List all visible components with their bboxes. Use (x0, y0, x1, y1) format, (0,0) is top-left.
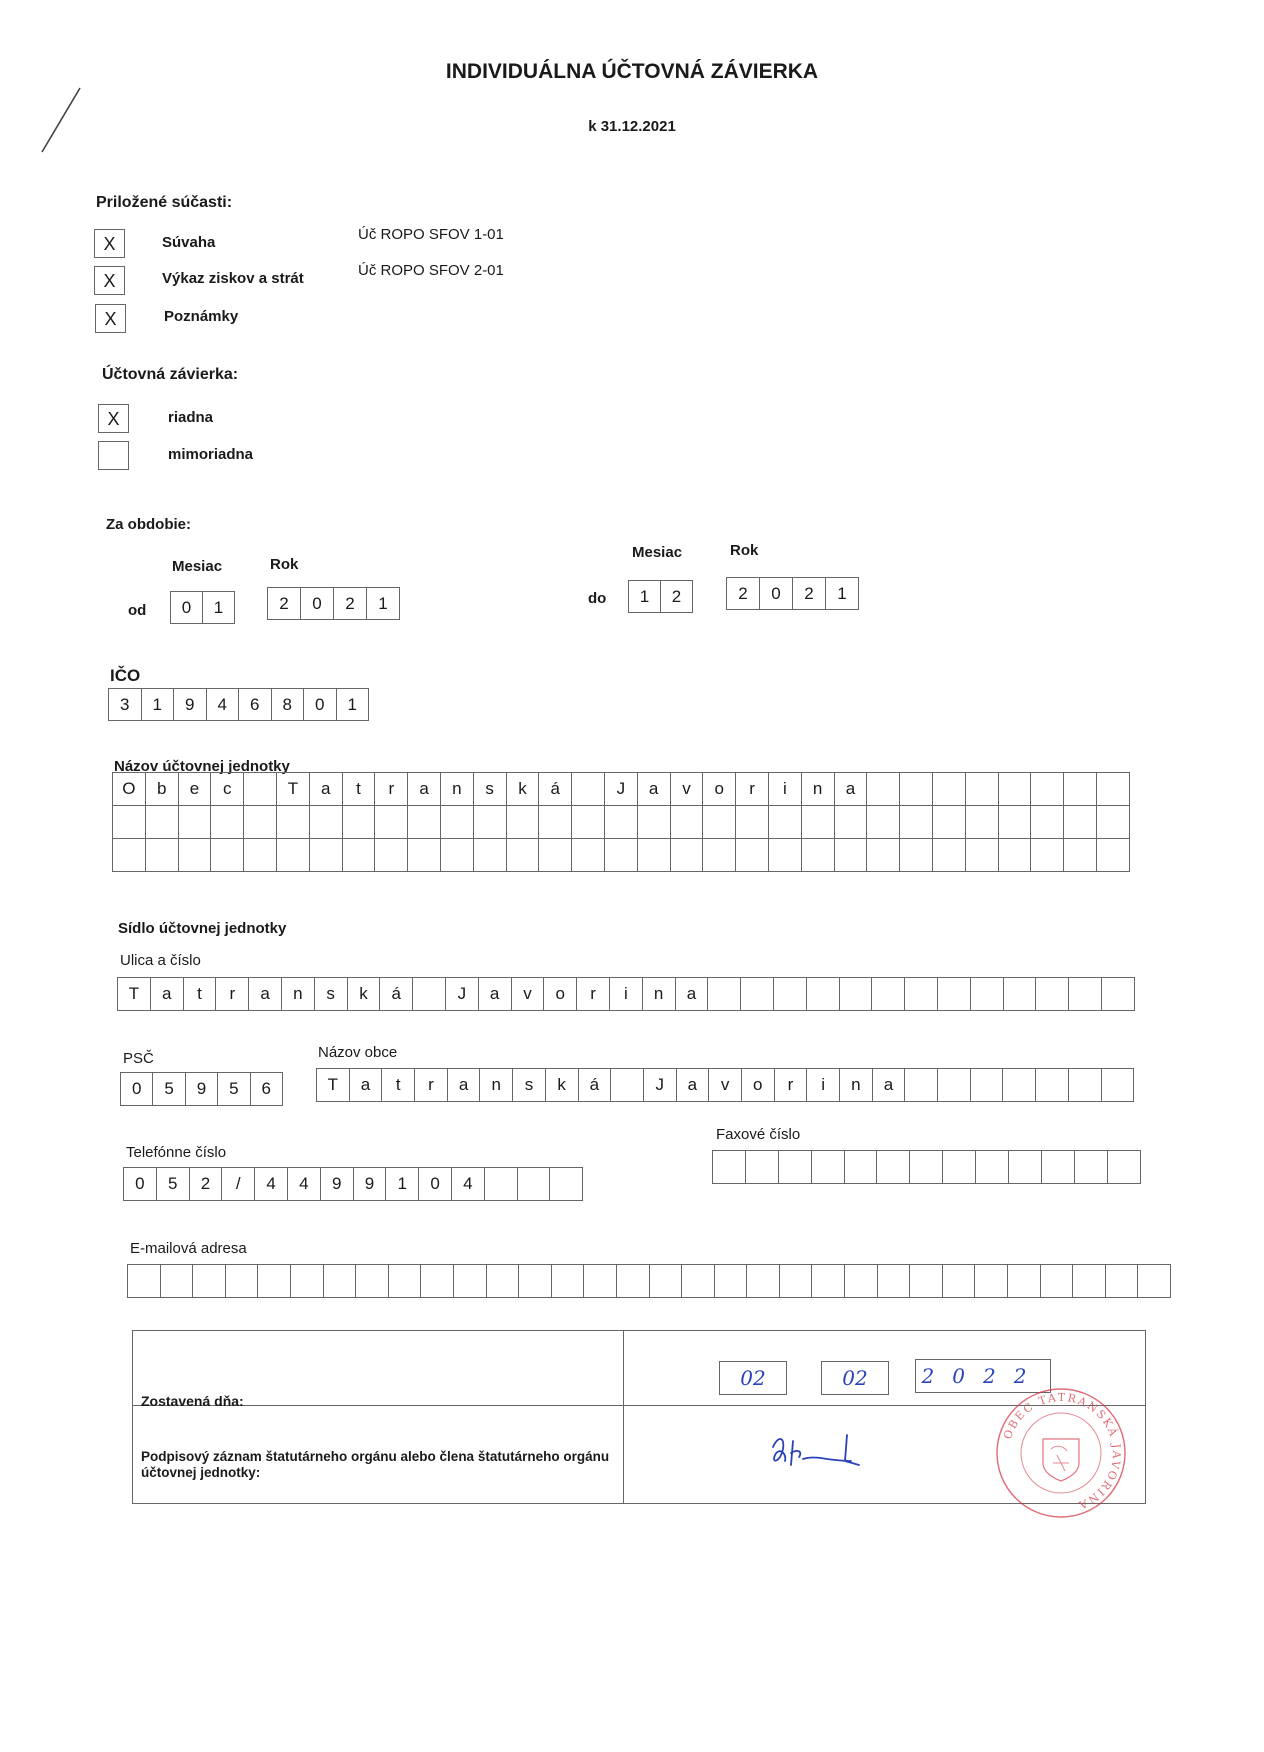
char-cell[interactable] (638, 806, 671, 839)
char-cell[interactable]: 0 (304, 689, 337, 721)
char-cell[interactable] (389, 1265, 422, 1298)
char-cell[interactable]: k (507, 773, 540, 806)
char-cell[interactable] (671, 839, 704, 872)
attachment-checkbox-notes[interactable]: X (95, 304, 126, 333)
char-cell[interactable] (746, 1151, 779, 1184)
char-cell[interactable] (244, 806, 277, 839)
char-cell[interactable] (1042, 1151, 1075, 1184)
char-cell[interactable]: a (835, 773, 868, 806)
closing-checkbox-extraordinary[interactable] (98, 441, 129, 470)
period-from-month-boxes[interactable] (170, 591, 235, 624)
char-cell[interactable]: t (343, 773, 376, 806)
char-cell[interactable] (356, 1265, 389, 1298)
char-cell[interactable] (408, 806, 441, 839)
char-cell[interactable]: 4 (452, 1168, 485, 1201)
char-cell[interactable] (971, 978, 1004, 1011)
compiled-day-box[interactable] (719, 1361, 787, 1395)
char-cell[interactable] (1102, 1069, 1135, 1102)
char-cell[interactable]: a (249, 978, 282, 1011)
char-cell[interactable] (1097, 839, 1130, 872)
char-cell[interactable]: á (539, 773, 572, 806)
char-cell[interactable] (975, 1265, 1008, 1298)
digit-cell[interactable]: 2 (661, 581, 693, 613)
char-cell[interactable] (146, 839, 179, 872)
char-cell[interactable]: 1 (337, 689, 370, 721)
char-cell[interactable] (747, 1265, 780, 1298)
closing-type-heading: Účtovná závierka: (102, 366, 239, 383)
char-cell[interactable] (113, 806, 146, 839)
char-cell[interactable]: k (546, 1069, 579, 1102)
char-cell[interactable]: J (644, 1069, 677, 1102)
char-cell[interactable] (1031, 773, 1064, 806)
phone-boxes[interactable] (123, 1167, 583, 1201)
char-cell[interactable] (802, 839, 835, 872)
char-cell[interactable]: k (348, 978, 381, 1011)
char-cell[interactable] (905, 978, 938, 1011)
period-to-year-label: Rok (730, 542, 759, 559)
char-cell[interactable] (507, 839, 540, 872)
char-cell[interactable] (211, 839, 244, 872)
svg-text:OBEC TATRANSKÁ JAVORINA: OBEC TATRANSKÁ JAVORINA (1000, 1390, 1124, 1513)
char-cell[interactable] (872, 978, 905, 1011)
period-from-year-boxes[interactable] (267, 587, 400, 620)
closing-checkbox-regular[interactable]: X (98, 404, 129, 433)
char-cell[interactable]: 5 (218, 1073, 250, 1106)
char-cell[interactable] (1102, 978, 1135, 1011)
char-cell[interactable] (291, 1265, 324, 1298)
attachments-heading: Priložené súčasti: (96, 194, 233, 211)
char-cell[interactable] (840, 978, 873, 1011)
char-cell[interactable]: 8 (272, 689, 305, 721)
char-cell[interactable]: 4 (207, 689, 240, 721)
char-cell[interactable]: 9 (186, 1073, 218, 1106)
char-cell[interactable] (507, 806, 540, 839)
char-cell[interactable] (845, 1265, 878, 1298)
char-cell[interactable] (999, 806, 1032, 839)
digit-cell[interactable]: 1 (367, 588, 400, 620)
char-cell[interactable]: a (350, 1069, 383, 1102)
char-cell[interactable]: T (118, 978, 151, 1011)
char-cell[interactable]: s (513, 1069, 546, 1102)
char-cell[interactable] (999, 839, 1032, 872)
char-cell[interactable]: r (415, 1069, 448, 1102)
attachment-label-balance-sheet: Súvaha (162, 234, 216, 251)
char-cell[interactable]: t (382, 1069, 415, 1102)
char-cell[interactable]: J (605, 773, 638, 806)
char-cell[interactable] (113, 839, 146, 872)
char-cell[interactable] (611, 1069, 644, 1102)
char-cell[interactable] (867, 806, 900, 839)
char-cell[interactable] (835, 839, 868, 872)
char-cell[interactable] (421, 1265, 454, 1298)
char-cell[interactable]: T (317, 1069, 350, 1102)
char-cell[interactable] (877, 1151, 910, 1184)
char-cell[interactable] (539, 839, 572, 872)
char-cell[interactable] (584, 1265, 617, 1298)
char-cell[interactable] (736, 806, 769, 839)
psc-label: PSČ (123, 1050, 154, 1067)
char-cell[interactable]: o (703, 773, 736, 806)
street-label: Ulica a číslo (120, 952, 201, 969)
char-cell[interactable]: b (146, 773, 179, 806)
char-cell[interactable] (375, 806, 408, 839)
char-cell[interactable] (441, 806, 474, 839)
char-cell[interactable]: á (579, 1069, 612, 1102)
char-cell[interactable] (971, 1069, 1004, 1102)
closing-label-regular: riadna (168, 409, 214, 426)
char-cell[interactable]: r (216, 978, 249, 1011)
char-cell[interactable] (550, 1168, 583, 1201)
char-cell[interactable] (910, 1265, 943, 1298)
table-divider-vertical (623, 1331, 624, 1503)
char-cell[interactable] (193, 1265, 226, 1298)
char-cell[interactable] (454, 1265, 487, 1298)
char-cell[interactable]: a (677, 1069, 710, 1102)
char-cell[interactable] (812, 1151, 845, 1184)
char-cell[interactable] (835, 806, 868, 839)
char-cell[interactable] (769, 806, 802, 839)
document-date: k 31.12.2021 (588, 118, 676, 135)
town-boxes[interactable] (316, 1068, 1134, 1102)
period-to-month-label: Mesiac (632, 544, 683, 561)
char-cell[interactable] (1108, 1151, 1141, 1184)
char-cell[interactable] (933, 806, 966, 839)
char-cell[interactable]: 9 (354, 1168, 387, 1201)
ico-label: IČO (110, 666, 141, 685)
char-cell[interactable] (1041, 1265, 1074, 1298)
char-cell[interactable] (1031, 839, 1064, 872)
char-cell[interactable] (780, 1265, 813, 1298)
char-cell[interactable]: / (222, 1168, 255, 1201)
char-cell[interactable]: 1 (142, 689, 175, 721)
seat-heading: Sídlo účtovnej jednotky (118, 920, 287, 937)
period-from-label: od (128, 602, 147, 619)
attachment-label-income-statement: Výkaz ziskov a strát (162, 270, 304, 287)
char-cell[interactable]: a (873, 1069, 906, 1102)
char-cell[interactable]: 0 (419, 1168, 452, 1201)
char-cell[interactable] (1004, 978, 1037, 1011)
char-cell[interactable] (605, 806, 638, 839)
char-cell[interactable] (807, 978, 840, 1011)
char-cell[interactable] (244, 773, 277, 806)
attachment-code-income-statement: Úč ROPO SFOV 2-01 (358, 262, 504, 279)
char-cell[interactable]: 6 (251, 1073, 283, 1106)
char-cell[interactable] (539, 806, 572, 839)
char-cell[interactable] (161, 1265, 194, 1298)
char-cell[interactable]: 1 (386, 1168, 419, 1201)
char-cell[interactable]: n (802, 773, 835, 806)
char-cell[interactable]: a (448, 1069, 481, 1102)
char-cell[interactable] (310, 839, 343, 872)
char-cell[interactable]: 2 (190, 1168, 223, 1201)
char-cell[interactable] (1036, 978, 1069, 1011)
char-cell[interactable] (933, 773, 966, 806)
char-cell[interactable]: n (282, 978, 315, 1011)
char-cell[interactable] (1097, 773, 1130, 806)
psc-boxes[interactable] (120, 1072, 283, 1106)
digit-cell[interactable]: 0 (301, 588, 334, 620)
compiled-date-label: Zostavená dňa: (141, 1393, 244, 1409)
char-cell[interactable]: O (113, 773, 146, 806)
char-cell[interactable]: 3 (109, 689, 142, 721)
char-cell[interactable] (605, 839, 638, 872)
char-cell[interactable] (1073, 1265, 1106, 1298)
phone-label: Telefónne číslo (126, 1144, 227, 1161)
char-cell[interactable] (474, 839, 507, 872)
digit-cell[interactable]: 0 (171, 592, 203, 624)
char-cell[interactable]: 9 (321, 1168, 354, 1201)
char-cell[interactable]: i (769, 773, 802, 806)
char-cell[interactable] (943, 1265, 976, 1298)
char-cell[interactable] (226, 1265, 259, 1298)
period-from-year-label: Rok (270, 556, 299, 573)
town-label: Názov obce (318, 1044, 398, 1061)
period-from-month-label: Mesiac (172, 558, 223, 575)
compiled-month-box[interactable] (821, 1361, 889, 1395)
char-cell[interactable] (976, 1151, 1009, 1184)
char-cell[interactable] (343, 806, 376, 839)
char-cell[interactable] (258, 1265, 291, 1298)
char-cell[interactable] (179, 806, 212, 839)
char-cell[interactable] (779, 1151, 812, 1184)
char-cell[interactable] (441, 839, 474, 872)
char-cell[interactable] (938, 1069, 971, 1102)
attachment-code-balance-sheet: Úč ROPO SFOV 1-01 (358, 226, 504, 243)
period-to-month-boxes[interactable] (628, 580, 693, 613)
period-to-label: do (588, 590, 607, 607)
char-cell[interactable]: 0 (121, 1073, 153, 1106)
char-cell[interactable] (1075, 1151, 1108, 1184)
char-cell[interactable]: J (446, 978, 479, 1011)
handwritten-signature (763, 1427, 873, 1487)
period-heading: Za obdobie: (106, 516, 191, 533)
char-cell[interactable] (682, 1265, 715, 1298)
char-cell[interactable]: r (775, 1069, 808, 1102)
char-cell[interactable]: 9 (174, 689, 207, 721)
char-cell[interactable] (938, 978, 971, 1011)
char-cell[interactable] (375, 839, 408, 872)
char-cell[interactable] (910, 1151, 943, 1184)
char-cell[interactable] (413, 978, 446, 1011)
period-to-year-boxes[interactable] (726, 577, 859, 610)
char-cell[interactable]: n (441, 773, 474, 806)
digit-cell[interactable]: 2 (268, 588, 301, 620)
char-cell[interactable] (741, 978, 774, 1011)
compiled-month: 02 (842, 1366, 868, 1390)
char-cell[interactable] (966, 806, 999, 839)
char-cell[interactable]: 4 (288, 1168, 321, 1201)
char-cell[interactable]: s (315, 978, 348, 1011)
char-cell[interactable] (900, 773, 933, 806)
char-cell[interactable]: r (736, 773, 769, 806)
char-cell[interactable] (943, 1151, 976, 1184)
char-cell[interactable] (900, 806, 933, 839)
char-cell[interactable] (128, 1265, 161, 1298)
char-cell[interactable] (650, 1265, 683, 1298)
char-cell[interactable] (715, 1265, 748, 1298)
char-cell[interactable] (474, 806, 507, 839)
closing-label-extraordinary: mimoriadna (168, 446, 254, 463)
char-cell[interactable] (736, 839, 769, 872)
char-cell[interactable] (802, 806, 835, 839)
char-cell[interactable]: a (408, 773, 441, 806)
char-cell[interactable] (774, 978, 807, 1011)
char-cell[interactable] (244, 839, 277, 872)
char-cell[interactable] (1097, 806, 1130, 839)
char-cell[interactable] (867, 773, 900, 806)
char-cell[interactable] (1036, 1069, 1069, 1102)
char-cell[interactable]: i (807, 1069, 840, 1102)
char-cell[interactable] (552, 1265, 585, 1298)
char-cell[interactable]: 4 (255, 1168, 288, 1201)
char-cell[interactable]: e (179, 773, 212, 806)
char-cell[interactable]: v (512, 978, 545, 1011)
char-cell[interactable] (671, 806, 704, 839)
char-cell[interactable] (713, 1151, 746, 1184)
digit-cell[interactable]: 2 (793, 578, 826, 610)
entity-name-label: Názov účtovnej jednotky (114, 758, 290, 775)
street-boxes[interactable] (117, 977, 1135, 1011)
char-cell[interactable] (1069, 1069, 1102, 1102)
digit-cell[interactable]: 1 (203, 592, 235, 624)
char-cell[interactable] (966, 839, 999, 872)
char-cell[interactable]: o (742, 1069, 775, 1102)
signature-table (132, 1330, 1146, 1513)
char-cell[interactable] (703, 806, 736, 839)
char-cell[interactable] (878, 1265, 911, 1298)
digit-cell[interactable]: 2 (727, 578, 760, 610)
attachment-checkbox-balance-sheet[interactable]: X (94, 229, 125, 258)
attachment-label-notes: Poznámky (164, 308, 239, 325)
char-cell[interactable] (703, 839, 736, 872)
signature-label: Podpisový záznam štatutárneho orgánu alebo člena štatutárneho orgánu účtovnej jednotky: (141, 1449, 610, 1480)
char-cell[interactable] (146, 806, 179, 839)
char-cell[interactable]: T (277, 773, 310, 806)
char-cell[interactable] (572, 806, 605, 839)
char-cell[interactable]: c (211, 773, 244, 806)
char-cell[interactable] (487, 1265, 520, 1298)
char-cell[interactable] (485, 1168, 518, 1201)
compiled-year: 2022 (921, 1364, 1045, 1388)
char-cell[interactable] (1031, 806, 1064, 839)
char-cell[interactable] (999, 773, 1032, 806)
char-cell[interactable] (211, 806, 244, 839)
char-cell[interactable] (638, 839, 671, 872)
entity-name-grid[interactable] (112, 772, 1130, 872)
char-cell[interactable]: a (676, 978, 709, 1011)
char-cell[interactable] (277, 806, 310, 839)
char-cell[interactable] (1106, 1265, 1139, 1298)
char-cell[interactable] (905, 1069, 938, 1102)
char-cell[interactable] (1064, 773, 1097, 806)
email-label: E-mailová adresa (130, 1240, 247, 1257)
char-cell[interactable]: 5 (157, 1168, 190, 1201)
char-cell[interactable]: n (643, 978, 676, 1011)
char-cell[interactable] (617, 1265, 650, 1298)
char-cell[interactable] (933, 839, 966, 872)
char-cell[interactable]: a (479, 978, 512, 1011)
char-cell[interactable]: 5 (153, 1073, 185, 1106)
char-cell[interactable]: r (375, 773, 408, 806)
char-cell[interactable]: 0 (124, 1168, 157, 1201)
digit-cell[interactable]: 1 (826, 578, 859, 610)
char-cell[interactable] (1064, 806, 1097, 839)
char-cell[interactable] (408, 839, 441, 872)
char-cell[interactable] (1003, 1069, 1036, 1102)
char-cell[interactable]: n (480, 1069, 513, 1102)
char-cell[interactable]: r (577, 978, 610, 1011)
char-cell[interactable] (769, 839, 802, 872)
char-cell[interactable] (1138, 1265, 1171, 1298)
char-cell[interactable] (310, 806, 343, 839)
char-cell[interactable] (1009, 1151, 1042, 1184)
char-cell[interactable] (343, 839, 376, 872)
char-cell[interactable] (708, 978, 741, 1011)
char-cell[interactable]: a (638, 773, 671, 806)
char-cell[interactable]: t (184, 978, 217, 1011)
fax-label: Faxové číslo (716, 1126, 801, 1143)
char-cell[interactable]: i (610, 978, 643, 1011)
char-cell[interactable]: v (709, 1069, 742, 1102)
municipal-stamp (991, 1383, 1131, 1523)
digit-cell[interactable]: 2 (334, 588, 367, 620)
attachment-checkbox-income-statement[interactable]: X (94, 266, 125, 295)
document-title: INDIVIDUÁLNA ÚČTOVNÁ ZÁVIERKA (445, 60, 819, 83)
char-cell[interactable] (845, 1151, 878, 1184)
char-cell[interactable] (867, 839, 900, 872)
char-cell[interactable] (1064, 839, 1097, 872)
char-cell[interactable] (572, 839, 605, 872)
char-cell[interactable] (519, 1265, 552, 1298)
char-cell[interactable]: a (151, 978, 184, 1011)
char-cell[interactable] (179, 839, 212, 872)
compiled-day: 02 (740, 1366, 766, 1390)
char-cell[interactable]: n (840, 1069, 873, 1102)
char-cell[interactable]: 6 (239, 689, 272, 721)
email-boxes[interactable] (127, 1264, 1171, 1298)
char-cell[interactable]: á (380, 978, 413, 1011)
digit-cell[interactable]: 0 (760, 578, 793, 610)
char-cell[interactable] (1069, 978, 1102, 1011)
char-cell[interactable] (966, 773, 999, 806)
char-cell[interactable]: a (310, 773, 343, 806)
char-cell[interactable] (1008, 1265, 1041, 1298)
char-cell[interactable] (572, 773, 605, 806)
char-cell[interactable]: s (474, 773, 507, 806)
char-cell[interactable]: v (671, 773, 704, 806)
char-cell[interactable] (900, 839, 933, 872)
char-cell[interactable] (812, 1265, 845, 1298)
char-cell[interactable]: o (544, 978, 577, 1011)
fax-boxes[interactable] (712, 1150, 1141, 1184)
char-cell[interactable] (518, 1168, 551, 1201)
ico-boxes[interactable] (108, 688, 369, 721)
char-cell[interactable] (324, 1265, 357, 1298)
digit-cell[interactable]: 1 (629, 581, 661, 613)
char-cell[interactable] (277, 839, 310, 872)
